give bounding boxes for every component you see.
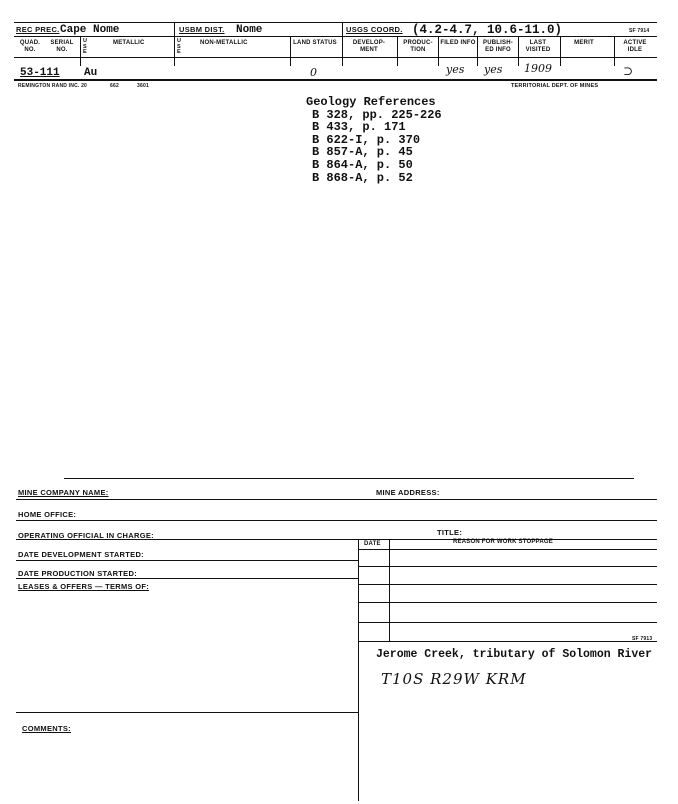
comments-label: COMMENTS:: [22, 724, 71, 733]
printer-code-2: 3601: [137, 83, 149, 89]
divider-merit: [560, 36, 561, 66]
col-metallic: METALLIC: [113, 40, 145, 46]
rec-prec-label: REC PREC.: [16, 25, 60, 34]
usgs-coord-value: (4.2-4.7, 10.6-11.0): [412, 23, 563, 37]
col-development: DEVELOP-MENT: [352, 40, 386, 53]
fold-line: [64, 478, 634, 479]
header-row-rule: [14, 57, 657, 58]
land-status-value: 0: [310, 66, 317, 79]
rule-home-office: [16, 520, 657, 521]
reference-item: B 433, p. 171: [312, 120, 406, 135]
divider-published: [477, 36, 478, 66]
col-nonmetallic: NON-METALLIC: [200, 40, 248, 46]
col-use-nonmetallic: USE: [177, 38, 182, 55]
divider-use-1: [80, 36, 81, 66]
rule-prod-started: [16, 578, 358, 579]
stoppage-reason-header: REASON FOR WORK STOPPAGE: [453, 539, 553, 545]
filed-info-value: yes: [446, 63, 465, 76]
metallic-value: Au: [84, 67, 98, 79]
stoppage-row-rule: [358, 622, 657, 623]
legal-description: T10S R29W KRM: [381, 670, 527, 688]
header-bottom-rule: [14, 79, 657, 81]
mine-company-label: MINE COMPANY NAME:: [18, 488, 109, 497]
stoppage-header-rule: [358, 549, 657, 550]
usbm-dist-label: USBM DIST.: [179, 25, 225, 34]
col-filed-info: FILED INFO: [440, 40, 476, 46]
col-land-status: LAND STATUS: [293, 40, 337, 46]
stoppage-row-rule: [358, 566, 657, 567]
col-merit: MERIT: [574, 40, 594, 46]
divider-filed: [438, 36, 439, 66]
col-serial-no: SERIAL NO.: [50, 40, 74, 53]
usbm-dist-value: Nome: [236, 24, 263, 36]
location-text: Jerome Creek, tributary of Solomon River: [376, 648, 653, 661]
last-visited-value: 1909: [524, 62, 552, 75]
divider-date-reason: [389, 539, 390, 641]
printer-code-1: 662: [110, 83, 119, 89]
stoppage-row-rule: [358, 584, 657, 585]
form-number-bottom: SF 7913: [632, 636, 653, 642]
reference-item: B 622-I, p. 370: [312, 132, 421, 147]
printer-imprint: REMINGTON RAND INC. 20: [18, 83, 88, 89]
rule-comments: [16, 712, 358, 713]
rule-company: [16, 499, 657, 500]
col-published-info: PUBLISH-ED INFO: [483, 40, 513, 53]
divider-lower-vertical: [358, 539, 359, 801]
reference-item: B 857-A, p. 45: [312, 145, 413, 160]
col-use-metallic: USE: [83, 38, 88, 55]
stoppage-row-rule: [358, 602, 657, 603]
col-quad-no: QUAD. NO.: [19, 40, 41, 53]
active-idle-value: ⊃: [623, 64, 634, 78]
leases-label: LEASES & OFFERS — TERMS OF:: [18, 582, 150, 591]
title-label: TITLE:: [437, 528, 463, 537]
col-active-idle: ACTIVE IDLE: [623, 40, 647, 53]
reference-item: B 864-A, p. 50: [312, 157, 413, 172]
territorial-dept: TERRITORIAL DEPT. OF MINES: [511, 83, 599, 89]
published-info-value: yes: [484, 63, 503, 76]
dev-started-label: DATE DEVELOPMENT STARTED:: [18, 550, 144, 559]
geology-references: [306, 96, 442, 184]
reference-item: B 868-A, p. 52: [312, 170, 413, 185]
operating-official-label: OPERATING OFFICIAL IN CHARGE:: [18, 531, 154, 540]
reference-item: B 328, pp. 225-226: [312, 107, 442, 122]
stoppage-row-rule: [358, 641, 657, 642]
geology-title: Geology References: [306, 95, 436, 109]
divider-land: [290, 36, 291, 66]
usgs-coord-label: USGS COORD.: [346, 25, 403, 34]
col-production: PRODUC-TION: [403, 40, 433, 53]
stoppage-date-header: DATE: [364, 541, 381, 547]
rec-prec-value: Cape Nome: [60, 24, 120, 36]
quad-serial-value: 53-111: [20, 67, 60, 79]
divider-use-2: [174, 36, 175, 66]
divider-active: [614, 36, 615, 66]
form-number-top: SF 7914: [629, 28, 650, 34]
divider-visited: [518, 36, 519, 66]
col-last-visited: LAST VISITED: [525, 40, 551, 53]
rule-dev-started: [16, 560, 358, 561]
home-office-label: HOME OFFICE:: [18, 510, 77, 519]
divider-prod: [397, 36, 398, 66]
mine-address-label: MINE ADDRESS:: [376, 488, 440, 497]
rule-operating: [16, 539, 657, 540]
divider-2: [342, 22, 343, 66]
prod-started-label: DATE PRODUCTION STARTED:: [18, 569, 138, 578]
